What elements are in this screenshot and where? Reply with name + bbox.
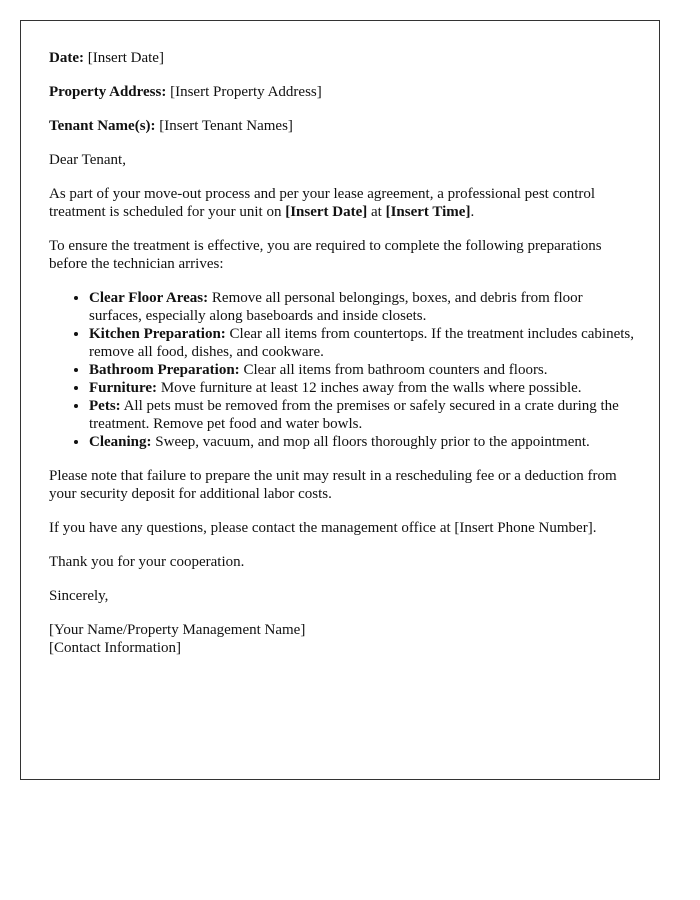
checklist-item-text: Clear all items from bathroom counters and floors. — [239, 362, 548, 378]
checklist-item-label: Kitchen Preparation: — [89, 326, 226, 342]
signature-contact: [Contact Information] — [49, 640, 182, 656]
checklist-item-text: All pets must be removed from the premises or safely secured in a crate during the treatment. Remove pet food and water bowls. — [89, 398, 619, 432]
checklist-item — [89, 325, 639, 361]
signature-block — [49, 621, 639, 657]
letter-page — [20, 20, 660, 780]
signature-name: [Your Name/Property Management Name] — [49, 622, 306, 638]
contact-paragraph: If you have any questions, please contact the management office at [Insert Phone Number]. — [49, 520, 597, 536]
greeting: Dear Tenant, — [49, 152, 126, 168]
checklist-item-label: Bathroom Preparation: — [89, 362, 240, 378]
intro-text-middle: at — [367, 204, 386, 220]
checklist-item — [89, 361, 639, 379]
checklist-item-label: Furniture: — [89, 380, 158, 396]
checklist-item — [89, 433, 639, 451]
date-value: [Insert Date] — [87, 50, 164, 66]
checklist-item — [89, 397, 639, 433]
checklist-item-text: Sweep, vacuum, and mop all floors thoroughly prior to the appointment. — [151, 434, 590, 450]
checklist-item — [89, 379, 639, 397]
intro-time-placeholder: [Insert Time] — [385, 204, 471, 220]
closing-line: Sincerely, — [49, 588, 109, 604]
tenant-names-label: Tenant Name(s): — [49, 118, 156, 134]
thanks-line: Thank you for your cooperation. — [49, 554, 245, 570]
property-address-label: Property Address: — [49, 84, 167, 100]
warning-paragraph: Please note that failure to prepare the unit may result in a rescheduling fee or a deduction from your security deposit for additional labor costs. — [49, 468, 617, 502]
preparation-checklist — [49, 289, 639, 451]
property-address-line — [49, 83, 639, 101]
checklist-item-label: Pets: — [89, 398, 121, 414]
date-label: Date: — [49, 50, 84, 66]
checklist-item-label: Cleaning: — [89, 434, 152, 450]
letter-body — [49, 49, 639, 673]
checklist-item-text: Clear all items from countertops. If the treatment includes cabinets, remove all food, dishes, and cookware. — [89, 326, 634, 360]
preparation-intro: To ensure the treatment is effective, you are required to complete the following preparations before the technician arrives: — [49, 238, 602, 272]
intro-paragraph — [49, 185, 639, 221]
property-address-value: [Insert Property Address] — [170, 84, 322, 100]
intro-text-before: As part of your move-out process and per your lease agreement, a professional pest control treatment is scheduled for your unit on — [49, 186, 596, 220]
intro-date-placeholder: [Insert Date] — [285, 204, 368, 220]
checklist-item-label: Clear Floor Areas: — [89, 290, 209, 306]
checklist-item — [89, 289, 639, 325]
checklist-item-text: Move furniture at least 12 inches away from the walls where possible. — [157, 380, 582, 396]
date-line — [49, 49, 639, 67]
intro-text-after: . — [470, 204, 475, 220]
tenant-names-value: [Insert Tenant Names] — [159, 118, 293, 134]
checklist-item-text: Remove all personal belongings, boxes, and debris from floor surfaces, especially along baseboards and inside closets. — [89, 290, 583, 324]
tenant-names-line — [49, 117, 639, 135]
